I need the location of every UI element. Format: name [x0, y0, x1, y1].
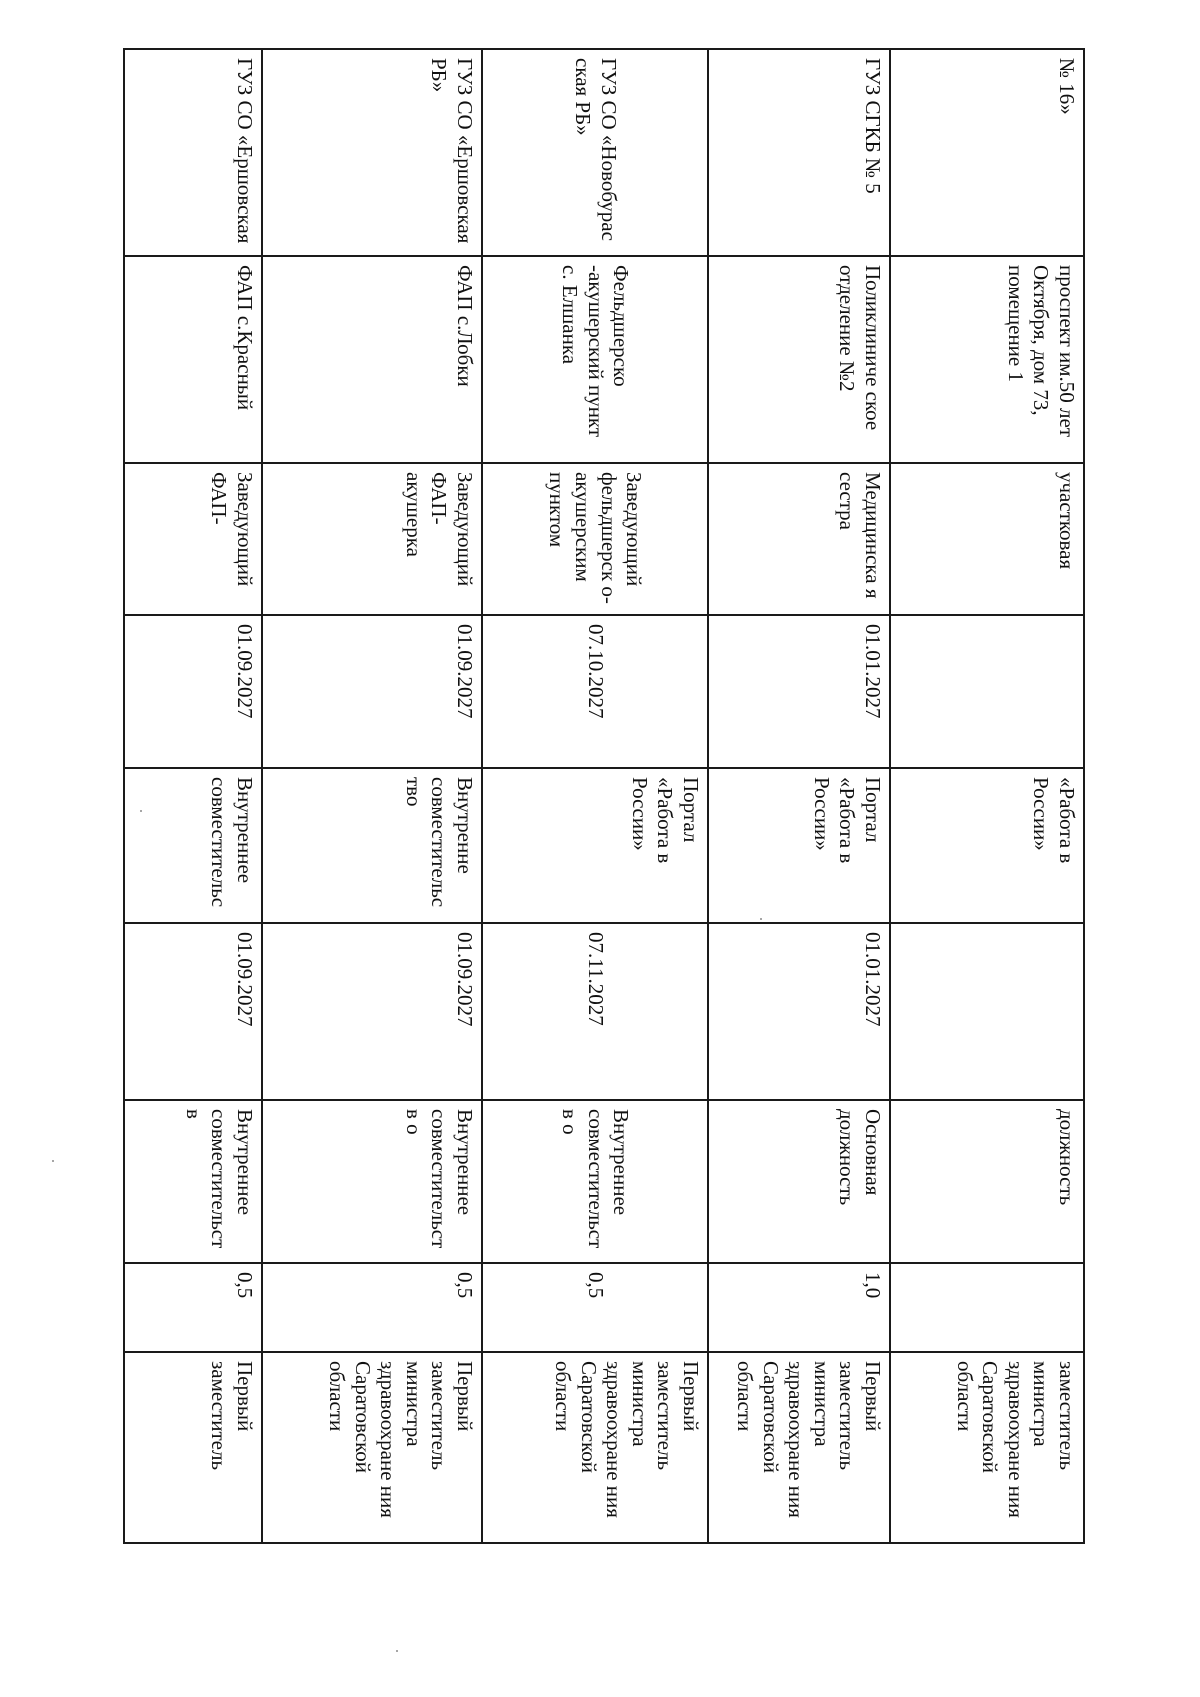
employment-text: Внутреннее совместительств	[181, 1109, 257, 1249]
division-text: проспект им.50 лет Октября, дом 73, помещение 1	[1003, 265, 1079, 437]
employment-text: Основная должность	[835, 1109, 885, 1206]
division-text: ФАП с.Лобки	[453, 265, 477, 387]
position-cell	[124, 463, 262, 615]
org-text: ГУЗ СО «Ершовская	[233, 58, 257, 244]
org-text: ГУЗ СО «Ершовская РБ»	[427, 58, 477, 244]
date-to-cell	[124, 923, 262, 1100]
approver-text: заместитель министра здравоохране ния Саратовской области	[952, 1361, 1079, 1518]
source-cell	[482, 768, 708, 923]
date-to-cell	[890, 923, 1084, 1100]
org-cell	[482, 49, 708, 256]
scan-speck	[140, 810, 142, 812]
source-text: Внутреннее совместительс	[207, 777, 257, 908]
source-cell	[708, 768, 890, 923]
approver-text: Первый заместитель министра здравоохране ния Саратовской области	[732, 1361, 885, 1518]
scan-speck	[396, 1650, 398, 1652]
org-cell	[124, 49, 262, 256]
employment-text: Внутреннее совместительств о	[401, 1109, 477, 1249]
source-text: Портал «Работа в России»	[809, 777, 885, 864]
employment-cell	[124, 1100, 262, 1263]
source-cell	[124, 768, 262, 923]
rate-cell	[708, 1263, 890, 1352]
rate-cell	[262, 1263, 482, 1352]
approver-cell	[708, 1352, 890, 1543]
employment-cell	[890, 1100, 1084, 1263]
source-text: «Работа в России»	[1029, 777, 1079, 864]
table-row	[124, 49, 262, 1543]
division-cell	[482, 256, 708, 463]
date-from-cell	[262, 615, 482, 768]
date-from-text: 07.10.2027	[583, 624, 608, 719]
division-cell	[262, 256, 482, 463]
org-text: № 16»	[1055, 58, 1079, 115]
division-cell	[124, 256, 262, 463]
date-from-cell	[482, 615, 708, 768]
source-text: Портал «Работа в России»	[627, 777, 703, 864]
approver-cell	[262, 1352, 482, 1543]
org-text: ГУЗ СО «Новобурас ская РБ»	[571, 58, 621, 241]
table-row	[262, 49, 482, 1543]
table-row	[708, 49, 890, 1543]
division-cell	[708, 256, 890, 463]
employment-text: Внутреннее совместительств о	[558, 1109, 634, 1249]
position-cell	[708, 463, 890, 615]
position-text: Медицинска я сестра	[835, 472, 885, 599]
division-text: Поликлиниче ское отделение №2	[835, 265, 885, 431]
rate-text: 0,5	[233, 1272, 257, 1299]
date-from-cell	[124, 615, 262, 768]
date-to-cell	[482, 923, 708, 1100]
approver-text: Первый заместитель	[207, 1361, 257, 1471]
date-to-text: 01.01.2027	[861, 932, 885, 1027]
position-cell	[482, 463, 708, 615]
rate-text: 1,0	[861, 1272, 885, 1299]
date-from-cell	[708, 615, 890, 768]
rate-text: 0,5	[583, 1272, 608, 1299]
scan-speck	[760, 918, 762, 920]
org-cell	[890, 49, 1084, 256]
employment-cell	[482, 1100, 708, 1263]
date-from-text: 01.01.2027	[861, 624, 885, 719]
org-cell	[708, 49, 890, 256]
date-to-text: 01.09.2027	[233, 932, 257, 1027]
scan-speck	[52, 1160, 54, 1162]
division-text: Фельдшерско -акушерский пункт с. Елшанка	[558, 265, 634, 438]
approver-text: Первый заместитель министра здравоохране ния Саратовской области	[550, 1361, 703, 1518]
org-text: ГУЗ СГКБ № 5	[861, 58, 885, 194]
rate-text: 0,5	[453, 1272, 477, 1299]
approver-cell	[124, 1352, 262, 1543]
division-cell	[890, 256, 1084, 463]
approver-cell	[482, 1352, 708, 1543]
approver-cell	[890, 1352, 1084, 1543]
division-text: ФАП с.Красный	[233, 265, 257, 411]
date-to-text: 01.09.2027	[453, 932, 477, 1027]
vacancy-table	[123, 48, 1085, 1544]
position-cell	[262, 463, 482, 615]
org-cell	[262, 49, 482, 256]
table-row	[890, 49, 1084, 1543]
date-to-cell	[262, 923, 482, 1100]
employment-cell	[708, 1100, 890, 1263]
source-cell	[890, 768, 1084, 923]
employment-cell	[262, 1100, 482, 1263]
date-from-text: 01.09.2027	[233, 624, 257, 719]
position-text: Заведующий фельдшерск о- акушерским пунктом	[545, 472, 647, 604]
approver-text: Первый заместитель министра здравоохране ния Саратовской области	[324, 1361, 477, 1518]
date-from-cell	[890, 615, 1084, 768]
date-from-text: 01.09.2027	[453, 624, 477, 719]
employment-text: должность	[1055, 1109, 1079, 1206]
rate-cell	[890, 1263, 1084, 1352]
rotated-table-scan	[125, 48, 1085, 1542]
date-to-cell	[708, 923, 890, 1100]
source-cell	[262, 768, 482, 923]
rate-cell	[124, 1263, 262, 1352]
position-cell	[890, 463, 1084, 615]
date-to-text: 07.11.2027	[583, 932, 608, 1026]
position-text: участковая	[1055, 472, 1079, 570]
position-text: Заведующий ФАП-	[207, 472, 257, 587]
rate-cell	[482, 1263, 708, 1352]
table-row	[482, 49, 708, 1543]
position-text: Заведующий ФАП- акушерка	[401, 472, 477, 587]
source-text: Внутренне совместительс тво	[401, 777, 477, 908]
